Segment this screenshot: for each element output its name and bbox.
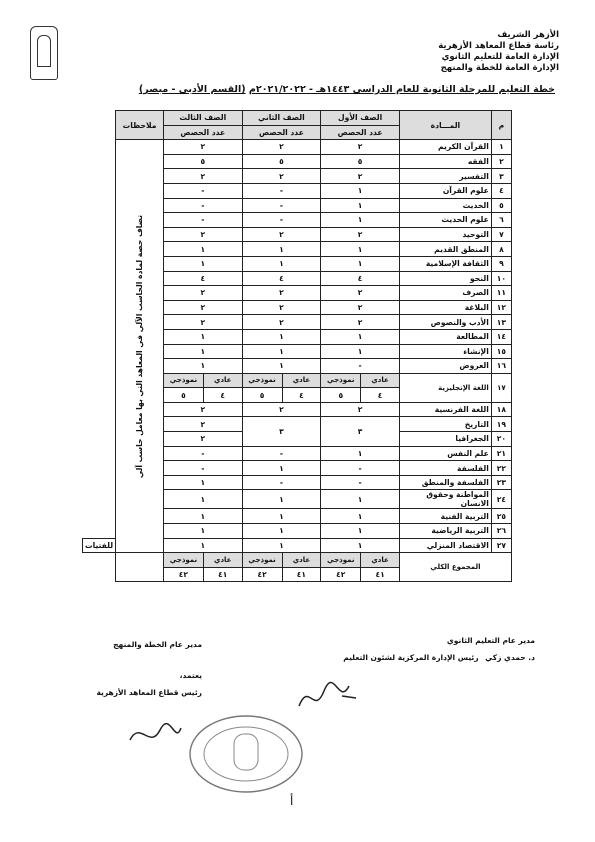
row-number: ١٧ [491, 373, 511, 402]
subject-name: المنطق القديم [399, 242, 491, 257]
grade1-periods: ٥ [321, 154, 400, 169]
total-model: ٤٢ [163, 567, 203, 582]
row-number: ٢٧ [491, 538, 511, 553]
subject-name: الفلسفة والمنطق [399, 475, 491, 490]
grade2-periods: ١ [242, 359, 321, 374]
subject-name: الجغرافيا [399, 432, 491, 447]
row-number: ١٦ [491, 359, 511, 374]
type-model: نموذجي [163, 553, 203, 568]
signature-name [343, 653, 535, 662]
subject-name: التربية الفنية [399, 509, 491, 524]
row-number: ٢٦ [491, 524, 511, 539]
grade3-periods: ٢ [163, 417, 242, 432]
subject-name: الحديث [399, 198, 491, 213]
row-number: ٤ [491, 183, 511, 198]
periods-regular: ٤ [203, 388, 242, 403]
type-model: نموذجي [321, 373, 361, 388]
grade3-periods: ١ [163, 344, 242, 359]
type-model: نموذجي [163, 373, 203, 388]
grade2-periods: ١ [242, 461, 321, 476]
grade1-periods: ١ [321, 329, 400, 344]
subject-name: اللغة الإنجليزية [399, 373, 491, 402]
grade2-periods: ٤ [242, 271, 321, 286]
type-regular: عادي [282, 373, 321, 388]
type-model: نموذجي [242, 373, 282, 388]
grade1-periods: ١ [321, 183, 400, 198]
grade1-periods: ١ [321, 490, 400, 509]
grade3-periods: ٢ [163, 432, 242, 447]
subject-name: اللغة الفرنسية [399, 402, 491, 417]
title-section: (القسم الأدبي - مبصر) [138, 84, 246, 95]
row-number: ١٣ [491, 315, 511, 330]
table-row [83, 140, 512, 155]
grade2-periods: ٢ [242, 227, 321, 242]
type-regular: عادي [203, 553, 242, 568]
grade3-periods: ٢ [163, 169, 242, 184]
grade1-periods: ٢ [321, 227, 400, 242]
handwritten-signature-left [125, 720, 185, 750]
grade2-periods: ٥ [242, 154, 321, 169]
grade3-periods: ٤ [163, 271, 242, 286]
row-number: ٦ [491, 213, 511, 228]
row-number: ٢١ [491, 446, 511, 461]
grade3-periods: ١ [163, 256, 242, 271]
grade3-periods: ٢ [163, 286, 242, 301]
title-text: خطة التعليم للمرحلة الثانوية للعام الدراسي ١٤٤٣هـ - ٢٠٢١/٢٠٢٢م [248, 84, 555, 95]
grade2-periods: - [242, 198, 321, 213]
grade1-periods: ٢ [321, 140, 400, 155]
row-number: ٥ [491, 198, 511, 213]
letterhead [438, 30, 559, 74]
grade2-periods: ٢ [242, 315, 321, 330]
grade2-periods: ١ [242, 329, 321, 344]
type-regular: عادي [203, 373, 242, 388]
grade2-periods: - [242, 446, 321, 461]
grade3-periods: ٢ [163, 140, 242, 155]
subject-name: الإنشاء [399, 344, 491, 359]
periods-model: ٥ [163, 388, 203, 403]
periods-regular: ٤ [361, 388, 400, 403]
grade1-periods: ١ [321, 344, 400, 359]
grade1-periods: ٢ [321, 300, 400, 315]
grade1-periods: ١ [321, 446, 400, 461]
grade3-periods: ٥ [163, 154, 242, 169]
subject-name: علم النفس [399, 446, 491, 461]
grade3-periods: ١ [163, 538, 242, 553]
subject-name: علوم القرآن [399, 183, 491, 198]
grade2-periods: ٢ [242, 286, 321, 301]
col-subject: المـــادة [399, 111, 491, 140]
subject-name: الفقه [399, 154, 491, 169]
signature-person: د. حمدي زكي [485, 653, 535, 662]
notes-cell [116, 140, 164, 553]
grade2-periods: - [242, 183, 321, 198]
periods-label: عدد الحصص [163, 125, 242, 140]
subject-name: التوحيد [399, 227, 491, 242]
periods-model: ٥ [242, 388, 282, 403]
row-number: ٨ [491, 242, 511, 257]
signature-head: رئيس قطاع المعاهد الأزهرية [96, 688, 202, 697]
grade1-periods: ٤ [321, 271, 400, 286]
grade1-periods: ١ [321, 213, 400, 228]
row-number: ١٩ [491, 417, 511, 432]
grade1-periods: ٢ [321, 286, 400, 301]
subject-name: المواطنة وحقوق الانسان [399, 490, 491, 509]
grade2-periods: ٢ [242, 300, 321, 315]
total-row [83, 553, 512, 568]
girls-note: للفتيات [83, 538, 116, 553]
row-number: ١٥ [491, 344, 511, 359]
grade1-periods: ٢ [321, 402, 400, 417]
subject-name: العروض [399, 359, 491, 374]
total-label: المجموع الكلي [399, 553, 511, 582]
type-regular: عادي [361, 553, 400, 568]
grade3-periods: - [163, 183, 242, 198]
col-grade1: الصف الأول [321, 111, 400, 126]
grade3-periods: ٢ [163, 315, 242, 330]
col-grade3: الصف الثالث [163, 111, 242, 126]
signature-approve: يعتمد، [179, 671, 202, 680]
grade1-periods: - [321, 475, 400, 490]
type-regular: عادي [282, 553, 321, 568]
row-number: ٢٢ [491, 461, 511, 476]
row-number: ٢٥ [491, 509, 511, 524]
official-seal [186, 712, 306, 796]
grade1-periods: ١ [321, 509, 400, 524]
total-model: ٤٢ [321, 567, 361, 582]
grade3-periods: ٢ [163, 300, 242, 315]
subject-name: القرآن الكريم [399, 140, 491, 155]
letterhead-line: الإدارة العامة للخطة والمنهج [440, 63, 559, 73]
periods-label: عدد الحصص [242, 125, 321, 140]
total-model: ٤٢ [242, 567, 282, 582]
grade1-periods: ١ [321, 256, 400, 271]
subject-name: البلاغة [399, 300, 491, 315]
subject-name: المطالعة [399, 329, 491, 344]
total-regular: ٤١ [361, 567, 400, 582]
letterhead-line: الأزهر الشريف [497, 30, 559, 40]
row-number: ٢ [491, 154, 511, 169]
page-title [40, 84, 555, 95]
grade2-periods: ١ [242, 538, 321, 553]
grade2-periods: - [242, 213, 321, 228]
grade3-periods: - [163, 446, 242, 461]
grade3-periods: ١ [163, 242, 242, 257]
grade1-periods: ١ [321, 198, 400, 213]
grade2-periods: ١ [242, 344, 321, 359]
signature-head: رئيس الإدارة المركزية لشئون التعليم [343, 653, 479, 662]
col-grade2: الصف الثاني [242, 111, 321, 126]
periods-model: ٥ [321, 388, 361, 403]
type-model: نموذجي [321, 553, 361, 568]
page-number: أ [290, 794, 294, 808]
row-number: ١١ [491, 286, 511, 301]
grade1-periods: ٢ [321, 315, 400, 330]
grade1-periods: ٢ [321, 169, 400, 184]
row-number: ١٢ [491, 300, 511, 315]
grade2-periods: ١ [242, 524, 321, 539]
computer-note: تضاف حصة لمادة الحاسب الآلي في المعاهد التي بها معامل حاسب آلي [135, 214, 145, 478]
row-number: ٩ [491, 256, 511, 271]
total-regular: ٤١ [282, 567, 321, 582]
grade2-periods: ١ [242, 256, 321, 271]
row-number: ٢٣ [491, 475, 511, 490]
grade2-periods: ١ [242, 509, 321, 524]
grade2-periods: ١ [242, 242, 321, 257]
letterhead-line: رئاسة قطاع المعاهد الأزهرية [438, 41, 559, 51]
row-number: ٢٤ [491, 490, 511, 509]
col-number: م [491, 111, 511, 140]
col-notes: ملاحظات [116, 111, 164, 140]
row-number: ١٤ [491, 329, 511, 344]
subject-name: الثقافة الإسلامية [399, 256, 491, 271]
grade3-periods: ١ [163, 490, 242, 509]
subject-name: الصرف [399, 286, 491, 301]
grade3-periods: - [163, 213, 242, 228]
type-regular: عادي [361, 373, 400, 388]
subject-name: الاقتصاد المنزلي [399, 538, 491, 553]
signature-title: مدير عام التعليم الثانوي [446, 636, 535, 645]
subject-name: التاريخ [399, 417, 491, 432]
signature-plan [82, 640, 202, 697]
grade3-periods: ٢ [163, 227, 242, 242]
grade3-periods: ١ [163, 329, 242, 344]
notes-cell [116, 553, 164, 582]
subject-name: الأدب والنصوص [399, 315, 491, 330]
row-number: ٧ [491, 227, 511, 242]
grade3-periods: ١ [163, 524, 242, 539]
row-number: ٢٠ [491, 432, 511, 447]
grade3-periods: - [163, 461, 242, 476]
grade3-periods: - [163, 198, 242, 213]
periods-regular: ٤ [282, 388, 321, 403]
grade3-periods: ١ [163, 509, 242, 524]
handwritten-signature-right [294, 676, 364, 716]
row-number: ١٨ [491, 402, 511, 417]
signature-title: مدير عام الخطة والمنهج [113, 640, 202, 649]
row-number: ١ [491, 140, 511, 155]
grade2-periods: ٢ [242, 140, 321, 155]
subject-name: علوم الحديث [399, 213, 491, 228]
subject-name: الفلسفة [399, 461, 491, 476]
subject-name: التفسير [399, 169, 491, 184]
periods-label: عدد الحصص [321, 125, 400, 140]
grade1-periods: - [321, 359, 400, 374]
grade2-periods: ٢ [242, 169, 321, 184]
grade3-periods: ١ [163, 475, 242, 490]
grade1-periods: ١ [321, 538, 400, 553]
row-number: ٣ [491, 169, 511, 184]
alazhar-logo [30, 26, 58, 80]
grade2-periods: ١ [242, 490, 321, 509]
row-number: ١٠ [491, 271, 511, 286]
signature-secondary [343, 636, 535, 662]
grade1-periods: - [321, 461, 400, 476]
grade2-periods: ٢ [242, 402, 321, 417]
grade1-periods: ١ [321, 524, 400, 539]
grade1-periods: ٣ [321, 417, 400, 446]
grade1-periods: ١ [321, 242, 400, 257]
subject-name: النحو [399, 271, 491, 286]
grade3-periods: ١ [163, 359, 242, 374]
type-model: نموذجي [242, 553, 282, 568]
grade2-periods: - [242, 475, 321, 490]
grade2-periods: ٣ [242, 417, 321, 446]
subject-name: التربية الرياضية [399, 524, 491, 539]
grade3-periods: ٢ [163, 402, 242, 417]
letterhead-line: الإدارة العامة للتعليم الثانوي [441, 52, 559, 62]
study-plan-table [82, 110, 512, 582]
total-regular: ٤١ [203, 567, 242, 582]
